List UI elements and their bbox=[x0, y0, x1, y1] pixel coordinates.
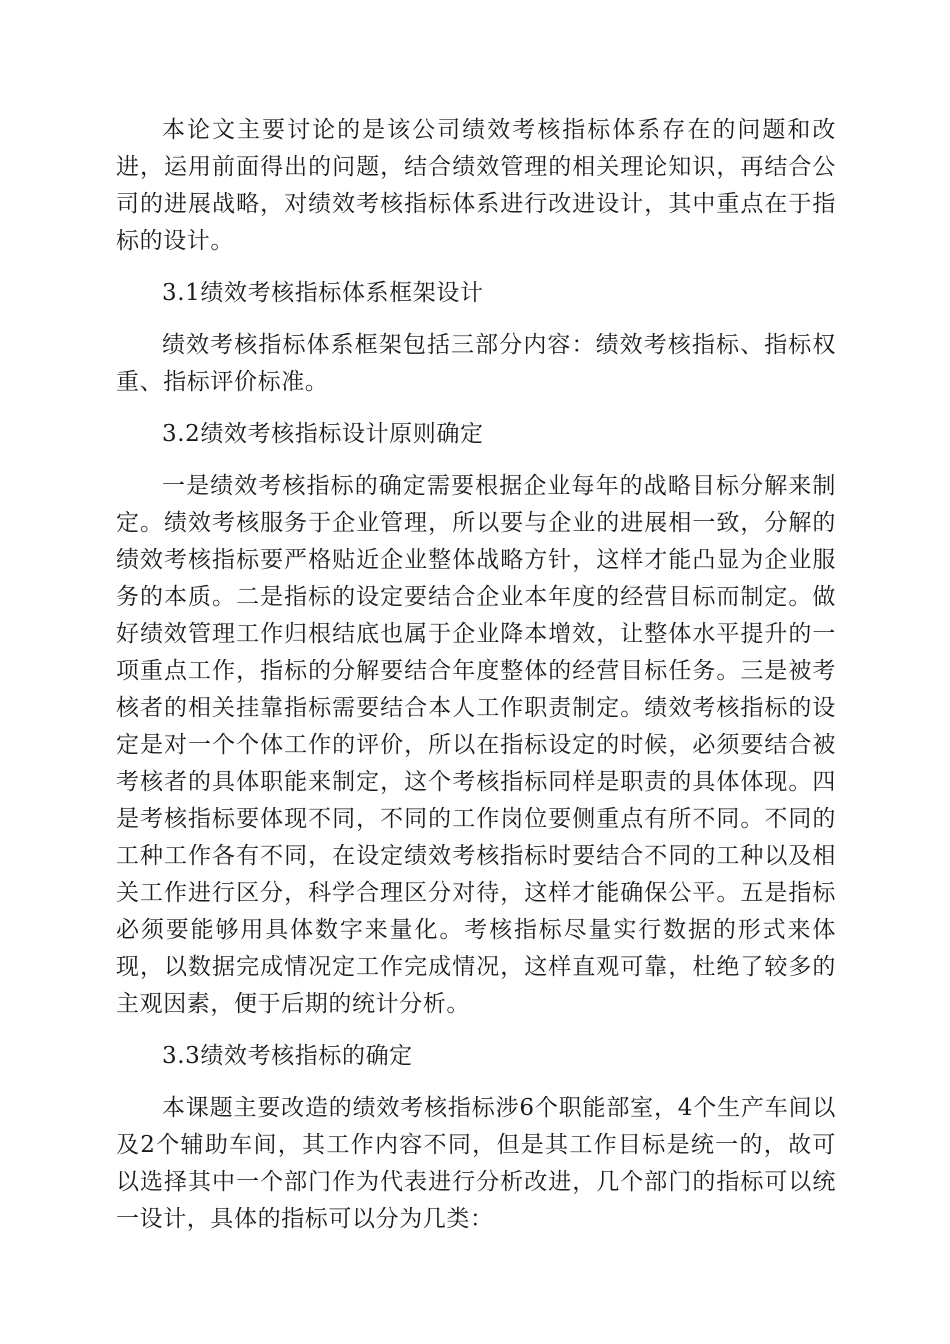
principles-paragraph: 一是绩效考核指标的确定需要根据企业每年的战略目标分解来制定。绩效考核服务于企业管理，所以要与企业的进展相一致，分解的绩效考核指标要严格贴近企业整体战略方针，这样才能凸显为企业服务的本质。二是指标的设定要结合企业本年度的经营目标而制定。做好绩效管理工作归根结底也属于企业降本增效，让整体水平提升的一项重点工作，指标的分解要结合年度整体的经营目标任务。三是被考核者的相关挂靠指标需要结合本人工作职责制定。绩效考核指标的设定是对一个个体工作的评价，所以在指标设定的时候，必须要结合被考核者的具体职能来制定，这个考核指标同样是职责的具体体现。四是考核指标要体现不同，不同的工作岗位要侧重点有所不同。不同的工种工作各有不同，在设定绩效考核指标时要结合不同的工种以及相关工作进行区分，科学合理区分对待，这样才能确保公平。五是指标必须要能够用具体数字来量化。考核指标尽量实行数据的形式来体现，以数据完成情况定工作完成情况，这样直观可靠，杜绝了较多的主观因素，便于后期的统计分析。 bbox=[116, 473, 836, 1017]
section-heading-3-3: 3.3绩效考核指标的确定 bbox=[162, 1043, 413, 1069]
indicators-paragraph: 本课题主要改造的绩效考核指标涉6个职能部室，4个生产车间以及2个辅助车间，其工作内容不同，但是其工作目标是统一的，故可以选择其中一个部门作为代表进行分析改进，几个部门的指标可以统一设计，具体的指标可以分为几类： bbox=[116, 1095, 836, 1232]
intro-paragraph: 本论文主要讨论的是该公司绩效考核指标体系存在的问题和改进，运用前面得出的问题，结合绩效管理的相关理论知识，再结合公司的进展战略，对绩效考核指标体系进行改进设计，其中重点在于指标的设计。 bbox=[116, 117, 836, 254]
framework-paragraph: 绩效考核指标体系框架包括三部分内容：绩效考核指标、指标权重、指标评价标准。 bbox=[116, 332, 836, 395]
document-body bbox=[116, 112, 836, 1253]
section-heading-3-2: 3.2绩效考核指标设计原则确定 bbox=[162, 421, 484, 447]
section-heading-3-1: 3.1绩效考核指标体系框架设计 bbox=[162, 280, 484, 306]
